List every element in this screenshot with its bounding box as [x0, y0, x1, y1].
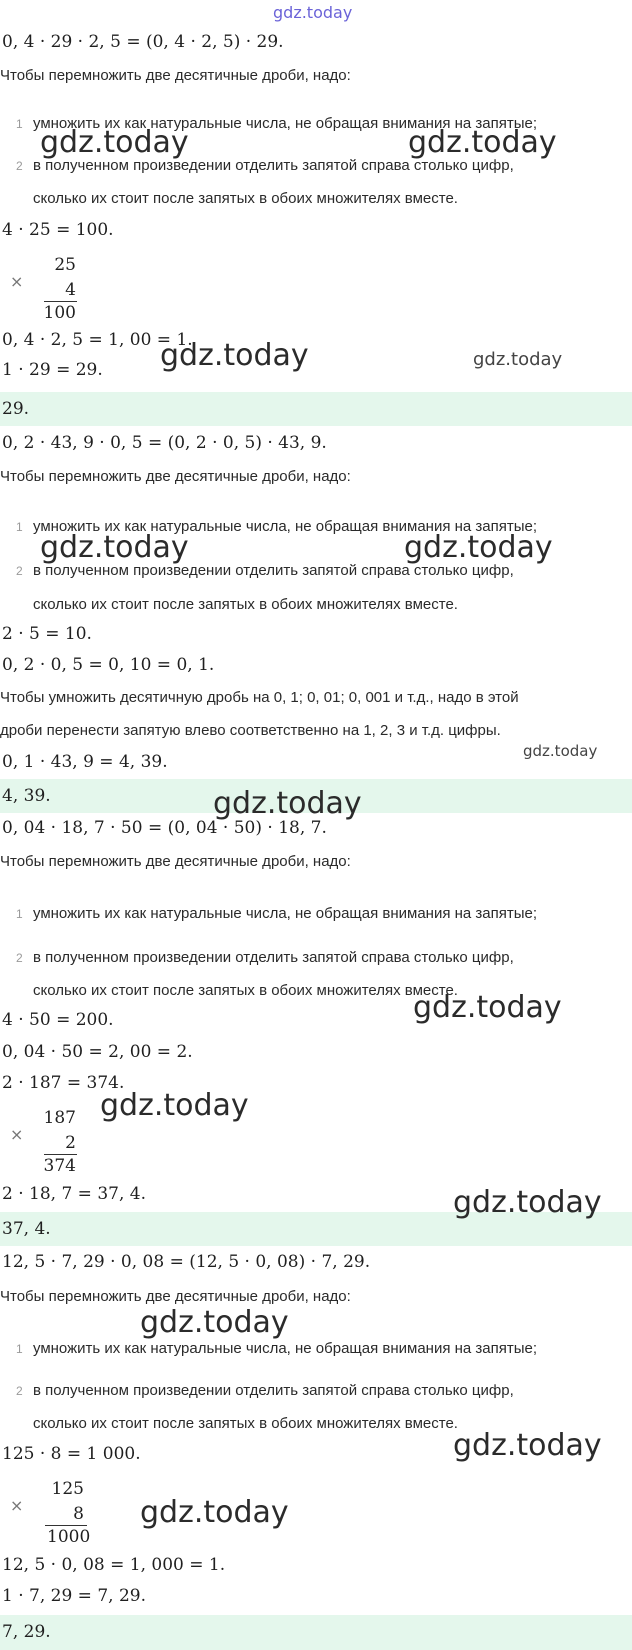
- watermark: gdz.today: [140, 1495, 289, 1530]
- calc-line: 0, 04 · 50 = 2, 00 = 2.: [2, 1042, 193, 1062]
- calc-line: 2 · 187 = 374.: [2, 1073, 125, 1093]
- answer-bar: [0, 392, 632, 426]
- calc-line: 12, 5 · 0, 08 = 1, 000 = 1.: [2, 1555, 226, 1575]
- column-factor-b: 4: [65, 280, 76, 300]
- step-number: 1: [16, 907, 23, 921]
- watermark: gdz.today: [404, 530, 553, 565]
- problem-3-expression: 0, 04 · 18, 7 · 50 = (0, 04 · 50) · 18, 7.: [2, 818, 327, 838]
- step-1-text: умножить их как натуральные числа, не обращая внимания на запятые;: [33, 905, 538, 922]
- problem-2-expression: 0, 2 · 43, 9 · 0, 5 = (0, 2 · 0, 5) · 43, 9.: [2, 433, 327, 453]
- watermark: gdz.today: [40, 530, 189, 565]
- column-factor-a: 25: [54, 255, 76, 275]
- times-sign: ×: [10, 1125, 24, 1144]
- rule-2-text: Чтобы умножить десятичную дробь на 0, 1; 0, 01; 0, 001 и т.д., надо в этой: [0, 689, 519, 706]
- step-number: 2: [16, 951, 23, 965]
- watermark: gdz.today: [523, 742, 598, 760]
- calc-line: 2 · 18, 7 = 37, 4.: [2, 1184, 146, 1204]
- step-2-continuation: сколько их стоит после запятых в обоих множителях вместе.: [33, 596, 458, 613]
- step-number: 2: [16, 564, 23, 578]
- answer-bar: [0, 1615, 632, 1650]
- rule-text: Чтобы перемножить две десятичные дроби, надо:: [0, 853, 351, 870]
- watermark: gdz.today: [473, 349, 563, 370]
- problem-1-expression: 0, 4 · 29 · 2, 5 = (0, 4 · 2, 5) · 29.: [2, 32, 284, 52]
- calc-line: 1 · 29 = 29.: [2, 360, 103, 380]
- watermark: gdz.today: [453, 1428, 602, 1463]
- column-factor-b: 8: [73, 1504, 84, 1524]
- calc-line: 4 · 25 = 100.: [2, 220, 114, 240]
- step-number: 2: [16, 159, 23, 173]
- column-factor-a: 125: [51, 1479, 84, 1499]
- watermark: gdz.today: [160, 338, 309, 373]
- column-factor-b: 2: [65, 1133, 76, 1153]
- step-2-text: в полученном произведении отделить запятой справа столько цифр,: [33, 949, 514, 966]
- column-result: 100: [43, 303, 76, 323]
- column-rule: [45, 1525, 87, 1526]
- step-2-text: в полученном произведении отделить запятой справа столько цифр,: [33, 562, 514, 579]
- answer-text: 37, 4.: [2, 1219, 51, 1239]
- answer-text: 29.: [2, 399, 30, 419]
- answer-text: 4, 39.: [2, 786, 51, 806]
- calc-line: 1 · 7, 29 = 7, 29.: [2, 1586, 146, 1606]
- answer-text: 7, 29.: [2, 1622, 51, 1642]
- step-1-text: умножить их как натуральные числа, не обращая внимания на запятые;: [33, 115, 538, 132]
- watermark: gdz.today: [40, 125, 189, 160]
- column-rule: [44, 1154, 77, 1155]
- problem-4-expression: 12, 5 · 7, 29 · 0, 08 = (12, 5 · 0, 08) · 7, 29.: [2, 1252, 371, 1272]
- watermark: gdz.today: [100, 1088, 249, 1123]
- step-number: 1: [16, 1342, 23, 1356]
- watermark: gdz.today: [413, 990, 562, 1025]
- step-1-text: умножить их как натуральные числа, не обращая внимания на запятые;: [33, 1340, 538, 1357]
- step-2-continuation: сколько их стоит после запятых в обоих множителях вместе.: [33, 982, 458, 999]
- rule-text: Чтобы перемножить две десятичные дроби, надо:: [0, 468, 351, 485]
- watermark: gdz.today: [140, 1305, 289, 1340]
- step-2-continuation: сколько их стоит после запятых в обоих множителях вместе.: [33, 190, 458, 207]
- column-factor-a: 187: [43, 1108, 76, 1128]
- step-1-text: умножить их как натуральные числа, не обращая внимания на запятые;: [33, 518, 538, 535]
- watermark: gdz.today: [453, 1185, 602, 1220]
- column-result: 1000: [47, 1527, 91, 1547]
- step-number: 2: [16, 1384, 23, 1398]
- calc-line: 0, 2 · 0, 5 = 0, 10 = 0, 1.: [2, 655, 215, 675]
- step-number: 1: [16, 520, 23, 534]
- step-2-continuation: сколько их стоит после запятых в обоих множителях вместе.: [33, 1415, 458, 1432]
- rule-text: Чтобы перемножить две десятичные дроби, надо:: [0, 67, 351, 84]
- step-2-text: в полученном произведении отделить запятой справа столько цифр,: [33, 157, 514, 174]
- column-rule: [44, 301, 77, 302]
- watermark: gdz.today: [213, 786, 362, 821]
- rule-2-continuation: дроби перенести запятую влево соответственно на 1, 2, 3 и т.д. цифры.: [0, 722, 501, 739]
- step-2-text: в полученном произведении отделить запятой справа столько цифр,: [33, 1382, 514, 1399]
- calc-line: 2 · 5 = 10.: [2, 624, 92, 644]
- column-result: 374: [43, 1156, 76, 1176]
- step-number: 1: [16, 117, 23, 131]
- watermark: gdz.today: [408, 125, 557, 160]
- calc-line: 0, 4 · 2, 5 = 1, 00 = 1.: [2, 330, 193, 350]
- calc-line: 125 · 8 = 1 000.: [2, 1444, 141, 1464]
- watermark-top: gdz.today: [273, 3, 353, 22]
- rule-text: Чтобы перемножить две десятичные дроби, надо:: [0, 1288, 351, 1305]
- calc-line: 0, 1 · 43, 9 = 4, 39.: [2, 752, 168, 772]
- times-sign: ×: [10, 272, 24, 291]
- times-sign: ×: [10, 1496, 24, 1515]
- calc-line: 4 · 50 = 200.: [2, 1010, 114, 1030]
